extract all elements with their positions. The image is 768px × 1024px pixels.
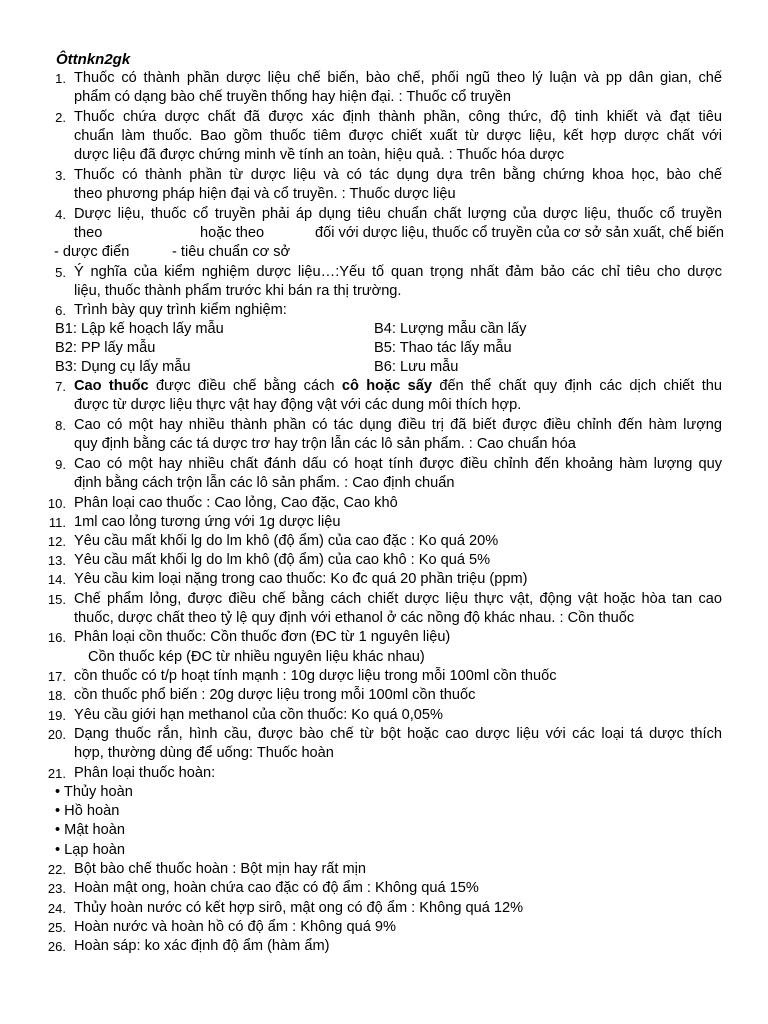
item-text-line: Dạng thuốc rắn, hình cầu, được bào chế từ bột hoặc cao dược liệu với các loại tá dược thích [74, 726, 722, 742]
item-text-line: định bằng cách trộn lẫn các lô sản phẩm. : Cao định chuẩn [74, 475, 455, 491]
item-text-line [74, 377, 722, 396]
item-text-line: Chế phẩm lỏng, được điều chế bằng cách chiết dược liệu thực vật, động vật hoặc hòa tan cao [74, 591, 722, 607]
item-text-line: Dược liệu, thuốc cổ truyền phải áp dụng tiêu chuẩn chất lượng của dược liệu, thuốc cổ truyền [74, 206, 722, 222]
item-text-line: cồn thuốc phổ biến : 20g dược liệu trong mỗi 100ml cồn thuốc [74, 687, 476, 703]
bullet-ho-hoan: • Hồ hoàn [55, 803, 120, 819]
step-b5: B5: Thao tác lấy mẫu [374, 340, 512, 356]
item-text-line: Thuốc chứa dược chất đã được xác định thành phần, công thức, độ tinh khiết và đạt tiêu [74, 109, 722, 125]
item-number: 21. [47, 766, 66, 781]
item-text-line: Trình bày quy trình kiểm nghiệm: [74, 302, 287, 318]
item-text-line: Yêu cầu kim loại nặng trong cao thuốc: Ko đc quá 20 phần triệu (ppm) [74, 571, 528, 587]
item-text-line: dược liệu đã được chứng minh về tính an toàn, hiệu quả. : Thuốc hóa dược [74, 147, 565, 163]
item-number: 8. [55, 418, 66, 433]
item-text-line: được từ dược liệu thực vật hay động vật với các dung môi thích hợp. [74, 397, 522, 413]
step-b3: B3: Dụng cụ lấy mẫu [55, 359, 191, 375]
item-number: 23. [47, 881, 66, 896]
item-4-option-duoc-dien: - dược điển [54, 244, 130, 260]
item-text-line: Hoàn sáp: ko xác định độ ẩm (hàm ẩm) [74, 938, 330, 954]
item-text-line: Phân loại cao thuốc : Cao lỏng, Cao đặc, Cao khô [74, 495, 398, 511]
item-number: 11. [48, 515, 66, 530]
step-b2: B2: PP lấy mẫu [55, 340, 156, 356]
item-number: 20. [47, 727, 66, 742]
item-number: 5. [55, 265, 66, 280]
item-text-fragment: đến thể chất quy định các dịch chiết thu [431, 378, 722, 394]
item-number: 6. [55, 303, 66, 318]
item-text-line: Phân loại cồn thuốc: Cồn thuốc đơn (ĐC từ 1 nguyên liệu) [74, 629, 451, 645]
item-number: 24. [47, 901, 66, 916]
item-text-line: 1ml cao lỏng tương ứng với 1g dược liệu [74, 514, 341, 530]
item-4-fragment-hoac-theo: hoặc theo [200, 225, 265, 241]
item-text-line: Ý nghĩa của kiểm nghiệm dược liệu…:Yếu tố quan trọng nhất đảm bảo các chỉ tiêu cho dược [74, 264, 722, 280]
item-number: 4. [55, 207, 66, 222]
item-number: 13. [47, 553, 66, 568]
item-16-continuation: Cồn thuốc kép (ĐC từ nhiều nguyên liệu khác nhau) [88, 649, 425, 665]
item-text-line: Hoàn mật ong, hoàn chứa cao đặc có độ ẩm : Không quá 15% [74, 880, 479, 896]
item-text-line: Bột bào chế thuốc hoàn : Bột mịn hay rất mịn [74, 861, 367, 877]
bullet-lap-hoan: • Lạp hoàn [55, 842, 126, 858]
bullet-thuy-hoan: • Thủy hoàn [55, 784, 133, 800]
item-text-line: Phân loại thuốc hoàn: [74, 765, 216, 781]
step-b1: B1: Lập kế hoạch lấy mẫu [55, 321, 224, 337]
item-number: 16. [47, 630, 66, 645]
item-4-option-tieu-chuan: - tiêu chuẩn cơ sở [172, 244, 291, 260]
item-text-line: thuốc, dược chất theo tỷ lệ quy định với ethanol ở các nồng độ khác nhau. : Cồn thuốc [74, 610, 635, 626]
item-number: 18. [47, 688, 66, 703]
item-number: 17. [47, 669, 66, 684]
item-4-fragment-theo: theo [74, 225, 103, 241]
item-text-line: Yêu cầu mất khối lg do lm khô (độ ẩm) của cao khô : Ko quá 5% [74, 552, 491, 568]
item-text-line: cồn thuốc có t/p hoạt tính mạnh : 10g dược liệu trong mỗi 100ml cồn thuốc [74, 668, 557, 684]
item-number: 15. [47, 592, 66, 607]
item-number: 10. [47, 496, 66, 511]
item-number: 14. [47, 572, 66, 587]
document-title: Ôttnkn2gk [56, 51, 131, 68]
item-text-fragment: được điều chế bằng cách [148, 378, 342, 394]
item-text-line: hợp, thường dùng để uống: Thuốc hoàn [74, 745, 334, 761]
item-number: 3. [55, 168, 66, 183]
item-text-line: Thủy hoàn nước có kết hợp sirô, mật ong có độ ẩm : Không quá 12% [74, 900, 524, 916]
item-number: 25. [47, 920, 66, 935]
item-text-line: Yêu cầu giới hạn methanol của cồn thuốc: Ko quá 0,05% [74, 707, 443, 723]
item-text-line: Thuốc có thành phần dược liệu chế biến, bào chế, phối ngũ theo lý luận và pp dân gian, chế [74, 70, 722, 86]
item-text-line: theo phương pháp hiện đại và cổ truyền. : Thuốc dược liệu [74, 186, 456, 202]
item-4-fragment-rest: đối với dược liệu, thuốc cổ truyền của cơ sở sản xuất, chế biến [315, 225, 725, 241]
item-text-line: Cao có một hay nhiều thành phần có tác dụng điều trị đã biết được điều chỉnh đến hàm lượng [74, 417, 722, 433]
item-text-line: Hoàn nước và hoàn hồ có độ ẩm : Không quá 9% [74, 919, 396, 935]
item-number: 22. [47, 862, 66, 877]
item-number: 1. [55, 71, 66, 86]
item-text-line: Cao có một hay nhiều chất đánh dấu có hoạt tính được điều chỉnh đến khoảng hàm lượng quy [74, 456, 722, 472]
item-number: 26. [47, 939, 66, 954]
item-text-line: phẩm có dạng bào chế truyền thống hay hiện đại. : Thuốc cổ truyền [74, 89, 512, 105]
bullet-mat-hoan: • Mật hoàn [55, 822, 126, 838]
item-number: 9. [55, 457, 66, 472]
item-number: 12. [47, 534, 66, 549]
item-text-line: chuẩn làm thuốc. Bao gồm thuốc tiêm được chiết xuất từ dược liệu, kết hợp dược chất với [74, 128, 722, 144]
item-text-line: liệu, thuốc thành phẩm trước khi bán ra thị trường. [74, 283, 402, 299]
term-cao-thuoc: Cao thuốc [74, 378, 149, 394]
item-text-line: Yêu cầu mất khối lg do lm khô (độ ẩm) của cao đặc : Ko quá 20% [74, 533, 499, 549]
item-text-line: Thuốc có thành phần từ dược liệu và có tác dụng dựa trên bằng chứng khoa học, bào chế [74, 167, 722, 183]
step-b4: B4: Lượng mẫu cần lấy [374, 321, 527, 337]
item-number: 2. [55, 110, 66, 125]
item-text-line: quy định bằng các tá dược trơ hay trộn lẫn các lô sản phẩm. : Cao chuẩn hóa [74, 436, 576, 452]
step-b6: B6: Lưu mẫu [374, 359, 459, 375]
term-co-hoac-say: cô hoặc sấy [341, 378, 432, 394]
item-number: 19. [47, 708, 66, 723]
item-number: 7. [55, 379, 66, 394]
